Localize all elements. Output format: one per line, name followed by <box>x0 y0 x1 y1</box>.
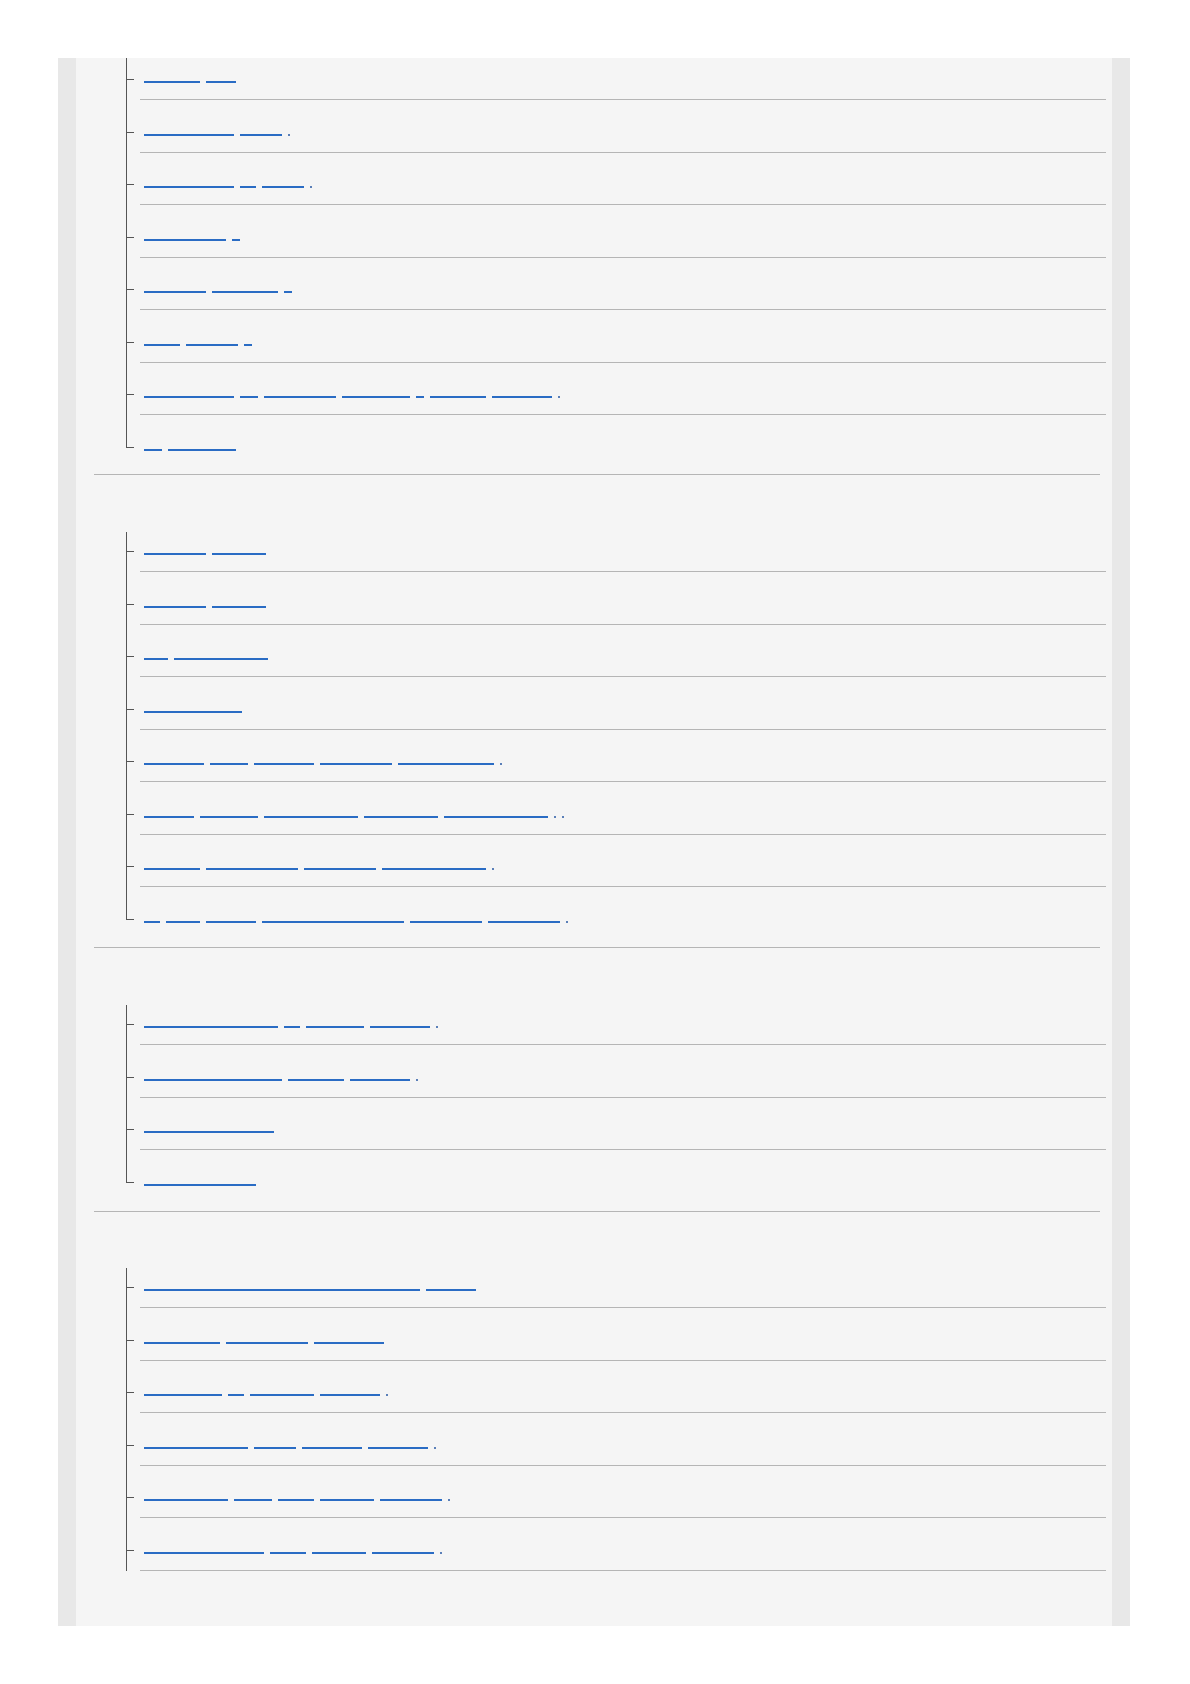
link-text-segment <box>320 1394 380 1396</box>
list-item <box>126 1266 1126 1319</box>
item-divider <box>140 624 1106 625</box>
item-divider <box>140 1412 1106 1413</box>
link-text-segment <box>144 763 204 765</box>
link-text-segment <box>278 1499 314 1501</box>
link-text-segment <box>314 1342 384 1344</box>
list-item <box>126 321 1126 374</box>
section-divider <box>94 947 1100 948</box>
link-text-segment <box>168 449 236 451</box>
link-text-segment <box>500 763 502 765</box>
list-item <box>126 635 1126 688</box>
item-divider <box>140 414 1106 415</box>
item-link[interactable] <box>144 1172 262 1186</box>
link-text-segment <box>144 239 226 241</box>
tree-branch <box>126 709 134 710</box>
link-text-segment <box>254 1447 296 1449</box>
item-divider <box>140 257 1106 258</box>
tree-branch <box>126 394 134 395</box>
link-text-segment <box>306 1026 364 1028</box>
item-divider <box>140 309 1106 310</box>
list-item <box>126 268 1126 321</box>
link-text-segment <box>144 1447 248 1449</box>
link-text-segment <box>186 344 238 346</box>
link-text-segment <box>200 816 258 818</box>
link-text-segment <box>302 1447 362 1449</box>
link-text-segment <box>416 396 424 398</box>
link-text-segment <box>206 81 236 83</box>
link-text-segment <box>284 291 292 293</box>
link-text-segment <box>426 1289 476 1291</box>
tree-branch <box>126 1182 134 1183</box>
link-text-segment <box>144 921 160 923</box>
tree-branch <box>126 132 134 133</box>
item-divider <box>140 152 1106 153</box>
document-page <box>58 58 1130 1626</box>
link-text-segment <box>144 396 234 398</box>
tree-branch <box>126 1392 134 1393</box>
item-divider <box>140 571 1106 572</box>
link-text-segment <box>364 816 438 818</box>
list-item <box>126 1424 1126 1477</box>
section-divider <box>94 1211 1100 1212</box>
item-divider <box>140 1044 1106 1045</box>
item-link[interactable] <box>144 751 508 765</box>
section-divider <box>94 474 1100 475</box>
list-item <box>126 740 1126 793</box>
item-link[interactable] <box>144 1119 280 1133</box>
link-text-segment <box>232 239 240 241</box>
list-item <box>126 1003 1126 1056</box>
tree-branch <box>126 814 134 815</box>
item-link[interactable] <box>144 1330 390 1344</box>
item-divider <box>140 834 1106 835</box>
list-item <box>126 426 1126 479</box>
link-text-segment <box>144 134 234 136</box>
item-link[interactable] <box>144 437 242 451</box>
link-text-segment <box>270 1552 306 1554</box>
item-link[interactable] <box>144 227 246 241</box>
link-text-segment <box>350 1079 410 1081</box>
link-text-segment <box>254 763 314 765</box>
list-item <box>126 1476 1126 1529</box>
item-divider <box>140 676 1106 677</box>
link-text-segment <box>212 553 266 555</box>
item-link[interactable] <box>144 69 242 83</box>
list-item <box>126 373 1126 426</box>
tree-branch <box>126 289 134 290</box>
link-text-segment <box>264 396 336 398</box>
list-item <box>126 216 1126 269</box>
list-item <box>126 688 1126 741</box>
link-text-segment <box>144 344 180 346</box>
list-item <box>126 530 1126 583</box>
tree-branch <box>126 1340 134 1341</box>
link-text-segment <box>448 1499 450 1501</box>
link-text-segment <box>386 1394 388 1396</box>
item-divider <box>140 1097 1106 1098</box>
tree-branch <box>126 1497 134 1498</box>
link-text-segment <box>416 1079 418 1081</box>
link-text-segment <box>410 921 482 923</box>
link-text-segment <box>304 868 376 870</box>
item-link[interactable] <box>144 1487 456 1501</box>
link-text-segment <box>212 291 278 293</box>
link-text-segment <box>342 396 410 398</box>
item-divider <box>140 1149 1106 1150</box>
list-item <box>126 898 1126 951</box>
item-link[interactable] <box>144 1067 424 1081</box>
link-text-segment <box>320 763 392 765</box>
link-text-segment <box>166 921 200 923</box>
link-text-segment <box>144 816 194 818</box>
tree-branch <box>126 1550 134 1551</box>
tree-branch <box>126 447 134 448</box>
item-link[interactable] <box>144 699 248 713</box>
link-text-segment <box>144 1131 274 1133</box>
item-link[interactable] <box>144 1014 444 1028</box>
link-text-segment <box>144 449 162 451</box>
link-text-segment <box>144 1394 222 1396</box>
item-link[interactable] <box>144 1277 482 1291</box>
link-text-segment <box>144 1026 278 1028</box>
tree-branch <box>126 1129 134 1130</box>
item-divider <box>140 781 1106 782</box>
tree-branch <box>126 79 134 80</box>
tree-branch <box>126 919 134 920</box>
link-text-segment <box>310 186 312 188</box>
link-text-segment <box>562 816 564 818</box>
link-text-segment <box>144 1342 220 1344</box>
link-text-segment <box>436 1026 438 1028</box>
list-item <box>126 1108 1126 1161</box>
list-item <box>126 163 1126 216</box>
item-divider <box>140 1360 1106 1361</box>
tree-branch <box>126 1024 134 1025</box>
link-text-segment <box>440 1552 442 1554</box>
link-text-segment <box>240 396 258 398</box>
item-link[interactable] <box>144 646 274 660</box>
list-item <box>126 583 1126 636</box>
item-divider <box>140 1465 1106 1466</box>
item-link[interactable] <box>144 594 272 608</box>
list-item <box>126 1056 1126 1109</box>
item-divider <box>140 1307 1106 1308</box>
item-link[interactable] <box>144 279 298 293</box>
link-text-segment <box>492 396 552 398</box>
tree-branch <box>126 761 134 762</box>
link-text-segment <box>144 658 168 660</box>
link-text-segment <box>434 1447 436 1449</box>
link-text-segment <box>554 816 556 818</box>
link-text-segment <box>228 1394 244 1396</box>
item-link[interactable] <box>144 332 258 346</box>
item-link[interactable] <box>144 909 574 923</box>
list-item <box>126 1161 1126 1214</box>
tree-branch <box>126 184 134 185</box>
tree-branch <box>126 1445 134 1446</box>
page-content <box>76 58 1112 1626</box>
item-link[interactable] <box>144 804 570 818</box>
link-text-segment <box>264 816 358 818</box>
link-text-segment <box>144 81 200 83</box>
tree-branch <box>126 866 134 867</box>
item-divider <box>140 204 1106 205</box>
link-text-segment <box>210 763 248 765</box>
link-text-segment <box>558 396 560 398</box>
link-text-segment <box>372 1552 434 1554</box>
link-text-segment <box>144 553 206 555</box>
tree-branch <box>126 1077 134 1078</box>
item-divider <box>140 886 1106 887</box>
link-text-segment <box>370 1026 430 1028</box>
link-text-segment <box>144 1184 256 1186</box>
link-text-segment <box>492 868 494 870</box>
link-text-segment <box>488 921 560 923</box>
link-text-segment <box>398 763 494 765</box>
tree-branch <box>126 604 134 605</box>
link-text-segment <box>144 1552 264 1554</box>
item-link[interactable] <box>144 384 566 398</box>
link-text-segment <box>444 816 548 818</box>
link-text-segment <box>382 868 486 870</box>
item-link[interactable] <box>144 1382 394 1396</box>
link-text-segment <box>288 134 290 136</box>
tree-branch <box>126 342 134 343</box>
link-text-segment <box>234 1499 272 1501</box>
item-divider <box>140 729 1106 730</box>
tree-branch <box>126 1287 134 1288</box>
link-text-segment <box>240 134 282 136</box>
link-text-segment <box>288 1079 344 1081</box>
link-text-segment <box>144 868 200 870</box>
link-text-segment <box>206 868 298 870</box>
item-divider <box>140 362 1106 363</box>
link-text-segment <box>262 186 304 188</box>
link-text-segment <box>320 1499 374 1501</box>
link-text-segment <box>262 921 404 923</box>
item-link[interactable] <box>144 174 318 188</box>
item-link[interactable] <box>144 1435 442 1449</box>
item-link[interactable] <box>144 856 500 870</box>
link-text-segment <box>368 1447 428 1449</box>
link-text-segment <box>312 1552 366 1554</box>
list-item <box>126 58 1126 111</box>
link-text-segment <box>144 291 206 293</box>
tree-branch <box>126 656 134 657</box>
link-text-segment <box>144 1079 282 1081</box>
link-text-segment <box>284 1026 300 1028</box>
link-text-segment <box>430 396 486 398</box>
list-item <box>126 1529 1126 1582</box>
item-link[interactable] <box>144 122 296 136</box>
item-link[interactable] <box>144 1540 448 1554</box>
link-text-segment <box>206 921 256 923</box>
tree-branch <box>126 237 134 238</box>
item-divider <box>140 1517 1106 1518</box>
link-text-segment <box>144 711 242 713</box>
item-divider <box>140 99 1106 100</box>
link-text-segment <box>240 186 256 188</box>
list-item <box>126 845 1126 898</box>
link-text-segment <box>244 344 252 346</box>
link-text-segment <box>250 1394 314 1396</box>
item-link[interactable] <box>144 541 272 555</box>
link-text-segment <box>174 658 268 660</box>
link-text-segment <box>212 606 266 608</box>
item-divider <box>140 1570 1106 1571</box>
tree-branch <box>126 551 134 552</box>
list-item <box>126 793 1126 846</box>
link-text-segment <box>566 921 568 923</box>
link-text-segment <box>144 606 206 608</box>
link-text-segment <box>380 1499 442 1501</box>
link-text-segment <box>144 1289 420 1291</box>
link-text-segment <box>144 1499 228 1501</box>
list-item <box>126 1371 1126 1424</box>
list-item <box>126 111 1126 164</box>
link-text-segment <box>226 1342 308 1344</box>
link-text-segment <box>144 186 234 188</box>
list-item <box>126 1319 1126 1372</box>
